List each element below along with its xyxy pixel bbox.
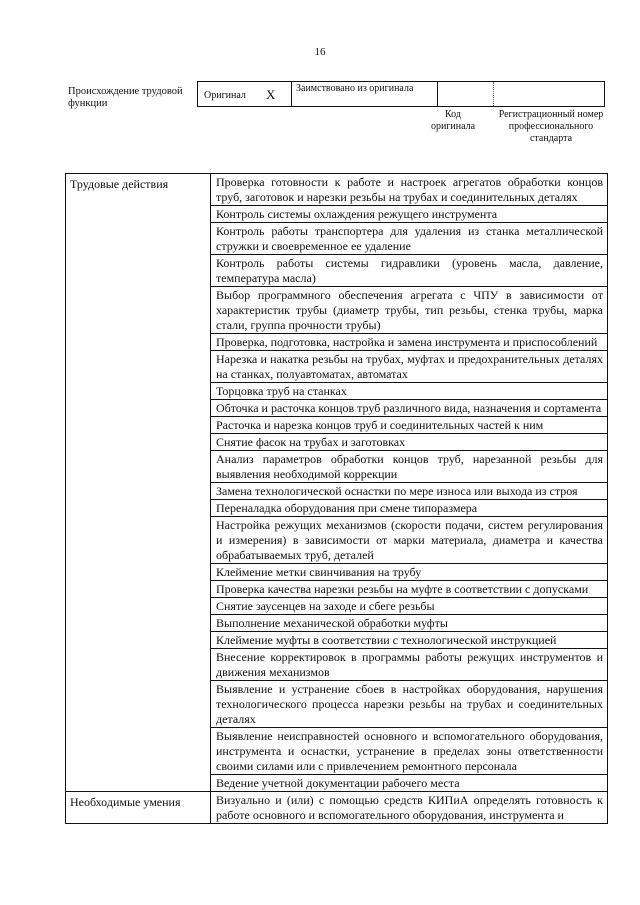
list-item: Выявление неисправностей основного и вспомогательного оборудования, инструмента и оснастки, устранение в пределах зоны ответственности своими силами или с привлечением ремонтного персонала <box>211 728 608 775</box>
origin-table <box>197 81 605 107</box>
list-item: Контроль работы системы гидравлики (уровень масла, давление, температура масла) <box>211 255 608 287</box>
list-item: Выбор программного обеспечения агрегата с ЧПУ в зависимости от характеристик трубы (диаметр трубы, тип резьбы, стенка трубы, марка стали, группа прочности трубы) <box>211 287 608 334</box>
list-item: Анализ параметров обработки концов труб, нарезанной резьбы для выявления необходимой коррекции <box>211 451 608 483</box>
list-item: Переналадка оборудования при смене типоразмера <box>211 500 608 517</box>
list-item: Торцовка труб на станках <box>211 383 608 400</box>
list-item: Обточка и расточка концов труб различного вида, назначения и сортамента <box>211 400 608 417</box>
list-item: Нарезка и накатка резьбы на трубах, муфтах и предохранительных деталях на станках, полуавтоматах, автоматах <box>211 351 608 383</box>
list-item: Проверка качества нарезки резьбы на муфте в соответствии с допусками <box>211 581 608 598</box>
list-item: Контроль работы транспортера для удаления из станка металлической стружки и своевременное ее удаление <box>211 223 608 255</box>
reg-number-cell <box>494 82 604 106</box>
borrowed-label: Заимствовано из оригинала <box>296 83 414 94</box>
original-mark: X <box>266 87 276 102</box>
code-caption: Код оригинала <box>430 109 476 132</box>
section-title: Трудовые действия <box>66 174 211 792</box>
original-cell <box>198 82 292 106</box>
table-row <box>66 792 608 824</box>
table-row <box>66 174 608 206</box>
origin-label: Происхождение трудовой функции <box>68 86 183 109</box>
list-item: Снятие фасок на трубах и заготовках <box>211 434 608 451</box>
list-item: Выявление и устранение сбоев в настройках оборудования, нарушения технологического процесса нарезки резьбы на трубах и соединительных деталях <box>211 681 608 728</box>
list-item: Настройка режущих механизмов (скорости подачи, систем регулирования и измерения) в зависимости от марки материала, диаметра и качества обрабатываемых труб, деталей <box>211 517 608 564</box>
list-item: Выполнение механической обработки муфты <box>211 615 608 632</box>
page-number: 16 <box>314 46 326 58</box>
original-label: Оригинал <box>204 90 246 101</box>
labor-function-table <box>65 173 608 824</box>
list-item: Клеймение муфты в соответствии с технологической инструкцией <box>211 632 608 649</box>
list-item: Проверка готовности к работе и настроек агрегатов обработки концов труб, заготовок и нарезки резьбы на трубах и соединительных деталях <box>211 174 608 206</box>
list-item: Клеймение метки свинчивания на трубу <box>211 564 608 581</box>
list-item: Визуально и (или) с помощью средств КИПиА определять готовность к работе основного и вспомогательного оборудования, инструмента и <box>211 792 608 824</box>
list-item: Снятие заусенцев на заходе и сбеге резьбы <box>211 598 608 615</box>
list-item: Замена технологической оснастки по мере износа или выхода из строя <box>211 483 608 500</box>
list-item: Контроль системы охлаждения режущего инструмента <box>211 206 608 223</box>
section-title: Необходимые умения <box>66 792 211 824</box>
reg-number-caption: Регистрационный номер профессионального стандарта <box>498 109 604 144</box>
borrowed-cell <box>292 82 438 106</box>
list-item: Ведение учетной документации рабочего места <box>211 775 608 792</box>
list-item: Проверка, подготовка, настройка и замена инструмента и приспособлений <box>211 334 608 351</box>
code-cell <box>438 82 494 106</box>
list-item: Расточка и нарезка концов труб и соединительных частей к ним <box>211 417 608 434</box>
list-item: Внесение корректировок в программы работы режущих инструментов и движения механизмов <box>211 649 608 681</box>
